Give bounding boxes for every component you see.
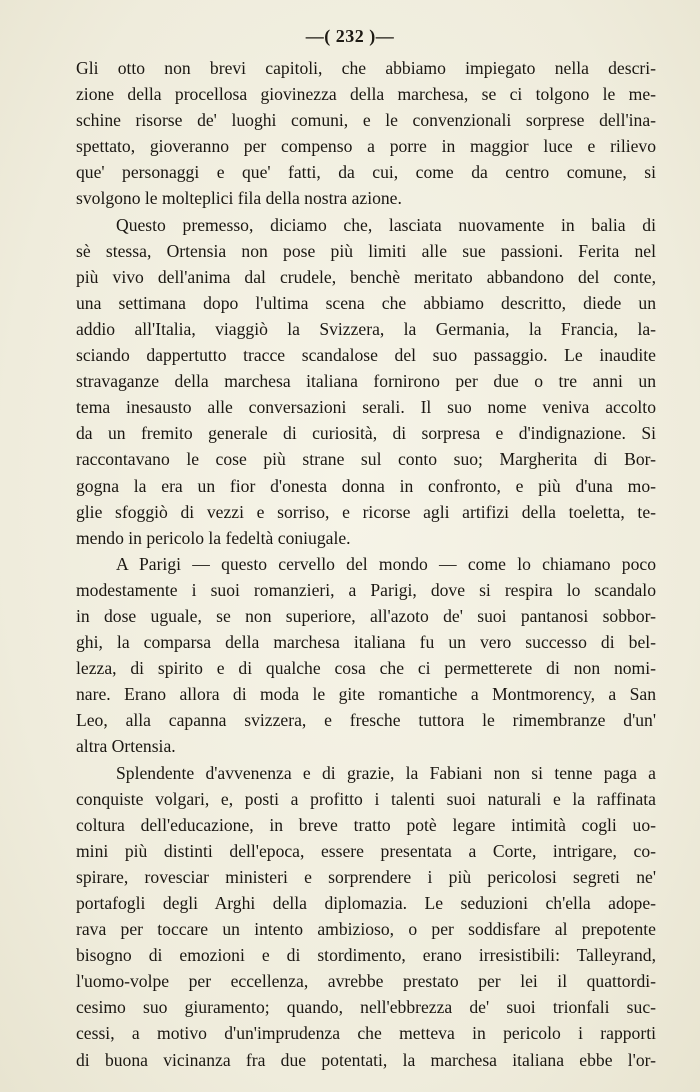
body-text [76,55,656,1073]
text-line: da un fremito generale di curiosità, di sorpresa e d'indignazione. Si [76,423,656,444]
text-line: svolgono le molteplici fila della nostra azione. [76,188,402,209]
text-line: altra Ortensia. [76,736,176,757]
text-line: glie sfoggiò di vezzi e sorriso, e ricorse agli artifizi della toeletta, te- [76,501,656,522]
text-line: più vivo dell'anima dal crudele, benchè meritato abbandono del conte, [76,266,656,287]
text-line: zione della procellosa giovinezza della marchesa, se ci tolgono le me- [76,84,656,105]
text-line: modestamente i suoi romanzieri, a Parigi, dove si respira lo scandalo [76,579,656,600]
text-line: tema inesausto alle conversazioni serali. Il suo nome veniva accolto [76,397,656,418]
text-line: schine risorse de' luoghi comuni, e le convenzionali sorprese dell'ina- [76,110,656,131]
text-line: cesimo suo giuramento; quando, nell'ebbrezza de' suoi trionfali suc- [76,997,656,1018]
text-line: spirare, rovesciar ministeri e sorprendere i più pericolosi segreti ne' [76,866,656,887]
text-line: gogna la era un fior d'onesta donna in confronto, e più d'una mo- [76,475,656,496]
text-line: spettato, gioveranno per compenso a porre in maggior luce e rilievo [76,136,656,157]
text-line: raccontavano le cose più strane sul conto suo; Margherita di Bor- [76,449,656,470]
text-line: Leo, alla capanna svizzera, e fresche tuttora le rimembranze d'un' [76,710,656,731]
text-line: coltura dell'educazione, in breve tratto potè legare intimità cogli uo- [76,814,656,835]
text-line: rava per toccare un intento ambizioso, o per soddisfare al prepotente [76,919,656,940]
text-line: que' personaggi e que' fatti, da cui, come da centro comune, si [76,162,656,183]
text-line: portafogli degli Arghi della diplomazia. Le seduzioni ch'ella adope- [76,893,656,913]
text-line: Gli otto non brevi capitoli, che abbiamo impiegato nella descri- [76,58,656,78]
text-line: ghi, la comparsa della marchesa italiana fu un vero successo di bel- [76,632,656,653]
text-line: bisogno di emozioni e di stordimento, erano irresistibili: Talleyrand, [76,945,656,966]
text-line: mini più distinti dell'epoca, essere presentata a Corte, intrigare, co- [76,840,656,861]
text-line: stravaganze della marchesa italiana fornirono per due o tre anni un [76,371,656,392]
text-line: cessi, a motivo d'un'imprudenza che metteva in pericolo i rapporti [76,1023,656,1044]
text-line: in dose uguale, se non superiore, all'azoto de' suoi pantanosi sobbor- [76,605,656,626]
text-line: mendo in pericolo la fedeltà coniugale. [76,527,351,548]
text-line: nare. Erano allora di moda le gite romantiche a Montmorency, a San [76,684,656,705]
text-line: di buona vicinanza fra due potentati, la marchesa italiana ebbe l'or- [76,1049,656,1070]
text-line: sciando dappertutto tracce scandalose del suo passaggio. Le inaudite [76,345,656,366]
paragraph-start-line: Questo premesso, diciamo che, lasciata nuovamente in balia di [116,214,656,235]
paragraph-start-line: A Parigi — questo cervello del mondo — come lo chiamano poco [116,553,656,574]
text-line: l'uomo-volpe per eccellenza, avrebbe prestato per lei il quattordi- [76,971,656,992]
text-line: lezza, di spirito e di qualche cosa che ci permetterete di non nomi- [76,658,656,679]
paragraph-start-line: Splendente d'avvenenza e di grazie, la Fabiani non si tenne paga a [116,762,656,783]
text-line: una settimana dopo l'ultima scena che abbiamo descritto, diede un [76,292,656,313]
page-number: —( 232 )— [305,26,395,46]
text-line: sè stessa, Ortensia non pose più limiti alle sue passioni. Ferita nel [76,240,656,261]
text-line: conquiste volgari, e, posti a profitto i talenti suoi naturali e la raffinata [76,788,656,809]
text-line: addio all'Italia, viaggiò la Svizzera, la Germania, la Francia, la- [76,318,656,339]
